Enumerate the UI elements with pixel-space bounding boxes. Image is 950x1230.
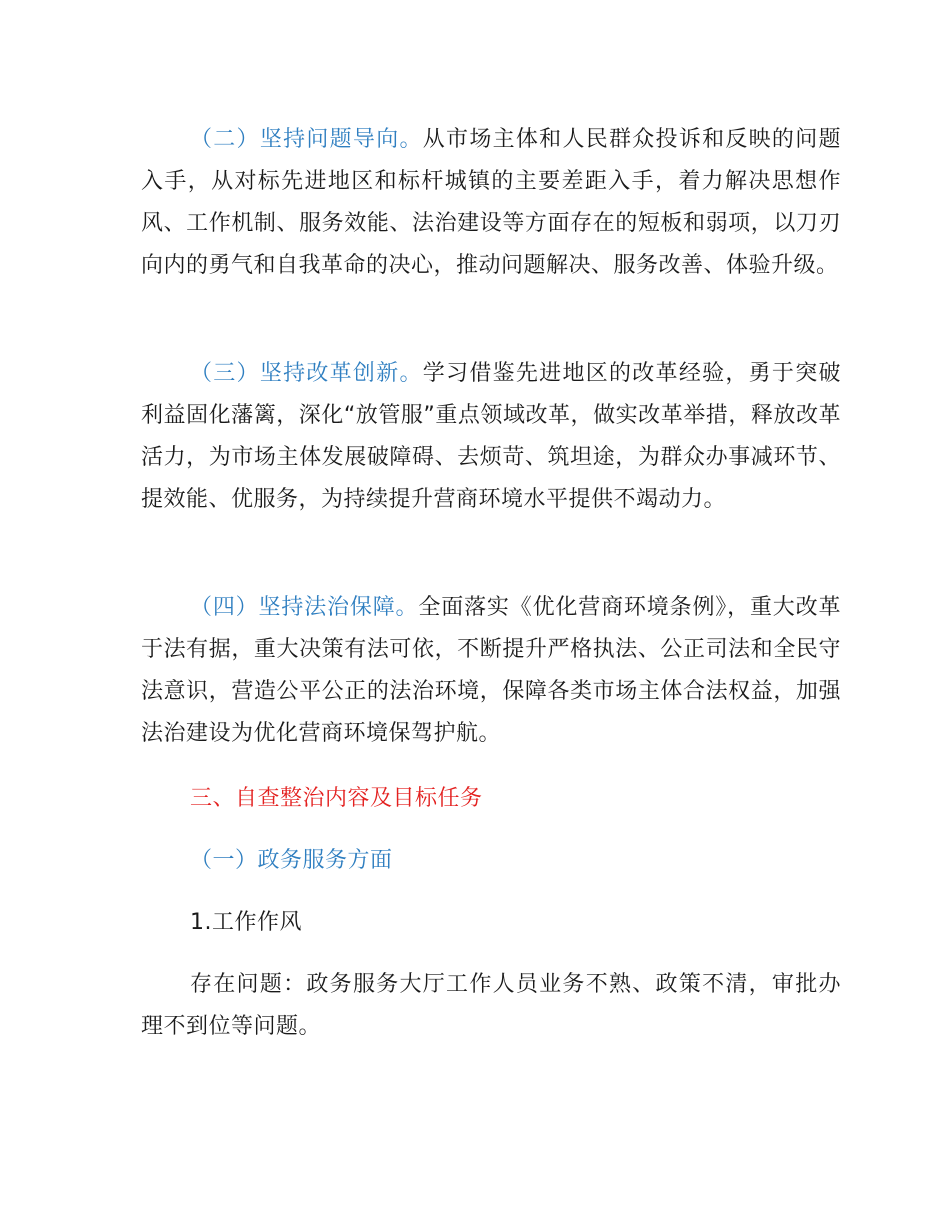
problem-paragraph: 存在问题：政务服务大厅工作人员业务不熟、政策不清，审批办理不到位等问题。 [141,972,841,1039]
paragraph-lead: （三）坚持改革创新。 [190,361,423,386]
section-heading: 三、自查整治内容及目标任务 [190,786,483,811]
paragraph-body: 从市场主体和人民群众投诉和反映的问题入手，从对标先进地区和标杆城镇的主要差距入手，着力解决思想作风、工作机制、服务效能、法治建设等方面存在的短板和弱项，以刀刃向内的勇气和自我革命的决心，推动问题解决、服务改善、体验升级。 [141,127,841,278]
item-title: 1.工作作风 [190,910,302,935]
paragraph-body: 学习借鉴先进地区的改革经验，勇于突破利益固化藩篱，深化“放管服”重点领域改革，做实改革举措，释放改革活力，为市场主体发展破障碍、去烦苛、筑坦途，为群众办事减环节、提效能、优服务，为持续提升营商环境水平提供不竭动力。 [141,361,841,512]
paragraph-reform-innovation [141,353,841,521]
paragraph-lead: （二）坚持问题导向。 [190,127,423,152]
paragraph-body: 全面落实《优化营商环境条例》，重大改革于法有据，重大决策有法可依，不断提升严格执法、公正司法和全民守法意识，营造公平公正的法治环境，保障各类市场主体合法权益，加强法治建设为优化营商环境保驾护航。 [141,595,841,746]
paragraph-rule-of-law [141,587,841,755]
paragraph-lead: （四）坚持法治保障。 [190,595,419,620]
paragraph-problem-oriented [141,119,841,287]
subsection-heading: （一）政务服务方面 [190,848,393,873]
